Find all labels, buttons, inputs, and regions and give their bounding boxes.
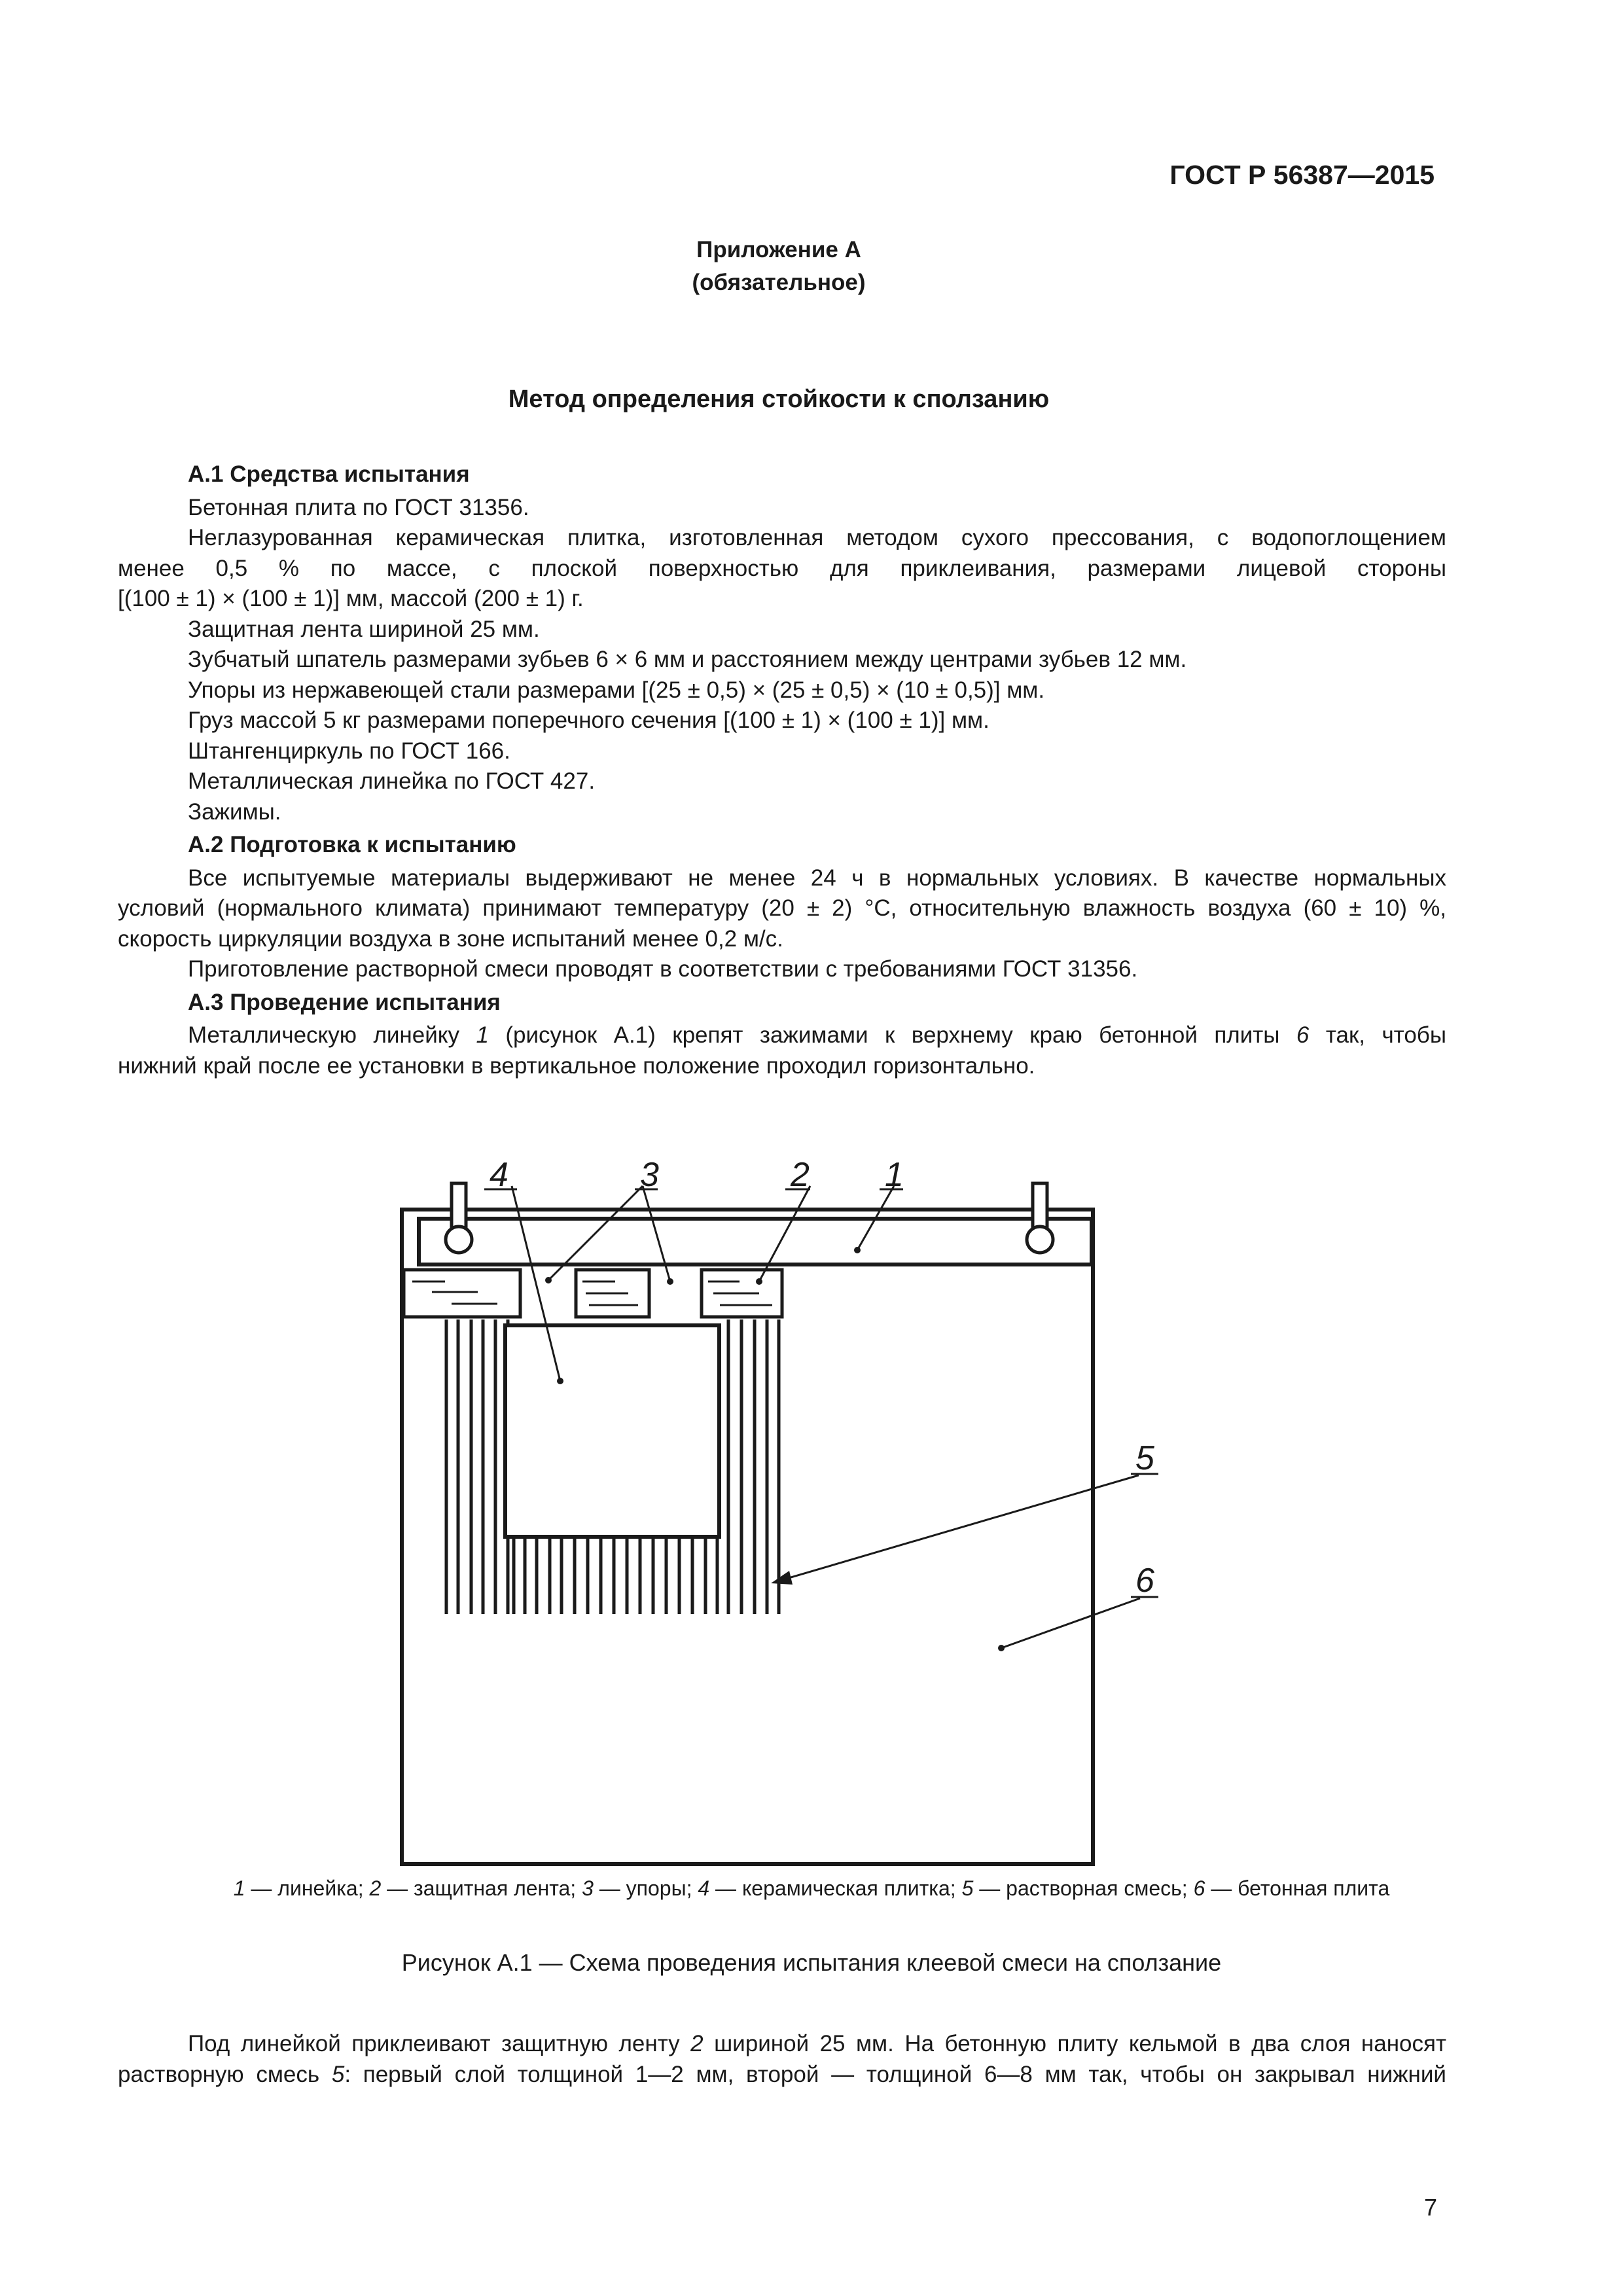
a1-paragraph: Зажимы. bbox=[188, 798, 281, 825]
stop-left bbox=[404, 1270, 520, 1317]
legend-text: — линейка; bbox=[245, 1876, 370, 1900]
section-title: Метод определения стойкости к сползанию bbox=[508, 386, 1050, 413]
label-2: 2 bbox=[791, 1156, 810, 1194]
clamp-left-head bbox=[446, 1227, 472, 1253]
legend-number: 1 bbox=[233, 1876, 245, 1900]
reference-mark: 6 bbox=[1296, 1022, 1310, 1048]
a1-paragraph: Бетонная плита по ГОСТ 31356. bbox=[188, 494, 529, 520]
a1-heading: А.1 Средства испытания bbox=[188, 461, 470, 487]
a1-paragraph: Зубчатый шпатель размерами зубьев 6 × 6 мм и расстоянием между центрами зубьев 12 мм. bbox=[188, 647, 1187, 672]
legend-text: — бетонная плита bbox=[1205, 1876, 1390, 1900]
figure-legend bbox=[118, 1876, 1505, 1901]
text-run: Металлическую линейку bbox=[188, 1022, 476, 1048]
a1-paragraph: Штангенциркуль по ГОСТ 166. bbox=[188, 738, 510, 764]
legend-text: — керамическая плитка; bbox=[709, 1876, 962, 1900]
a1-paragraph: менее 0,5 % по массе, с плоской поверхностью для приклеивания, размерами лицевой стороны bbox=[118, 555, 1446, 581]
reference-mark: 1 bbox=[476, 1022, 489, 1048]
a3-heading: А.3 Проведение испытания bbox=[188, 989, 501, 1015]
standard-number: ГОСТ Р 56387—2015 bbox=[1169, 160, 1435, 190]
a1-paragraph: Защитная лента шириной 25 мм. bbox=[188, 616, 540, 642]
a2-paragraph: Все испытуемые материалы выдерживают не менее 24 ч в нормальных условиях. В качестве нормальных bbox=[188, 865, 1446, 891]
a2-heading: А.2 Подготовка к испытанию bbox=[188, 832, 516, 857]
a1-paragraph: Металлическая линейка по ГОСТ 427. bbox=[188, 768, 596, 794]
a1-paragraph: [(100 ± 1) × (100 ± 1)] мм, массой (200 ± 1) г. bbox=[118, 586, 584, 611]
legend-number: 6 bbox=[1193, 1876, 1205, 1900]
ruler bbox=[419, 1219, 1092, 1265]
legend-text: — защитная лента; bbox=[381, 1876, 582, 1900]
label-4: 4 bbox=[490, 1156, 508, 1194]
label-6: 6 bbox=[1135, 1562, 1154, 1600]
protective-tape-marks bbox=[412, 1282, 772, 1305]
label-1: 1 bbox=[885, 1156, 904, 1194]
legend-number: 4 bbox=[698, 1876, 710, 1900]
legend-number: 3 bbox=[582, 1876, 594, 1900]
clamp-right-stem bbox=[1033, 1183, 1047, 1229]
annex-status: (обязательное) bbox=[692, 270, 866, 295]
arrow-head bbox=[771, 1571, 793, 1585]
a2-paragraph: условий (нормального климата) принимают температуру (20 ± 2) °С, относительную влажность воздуха (60 ± 10) %, bbox=[118, 895, 1446, 921]
text-run: Под линейкой приклеивают защитную ленту bbox=[188, 2031, 691, 2056]
legend-number: 5 bbox=[961, 1876, 974, 1900]
page-number: 7 bbox=[1423, 2194, 1437, 2221]
reference-mark: 2 bbox=[690, 2031, 704, 2056]
reference-mark: 5 bbox=[331, 2061, 345, 2087]
a1-paragraph: Груз массой 5 кг размерами поперечного сечения [(100 ± 1) × (100 ± 1)] мм. bbox=[188, 708, 990, 733]
label-3: 3 bbox=[640, 1156, 659, 1194]
a1-paragraph: Упоры из нержавеющей стали размерами [(25 ± 0,5) × (25 ± 0,5) × (10 ± 0,5)] мм. bbox=[188, 677, 1045, 703]
clamp-left-stem bbox=[452, 1183, 466, 1229]
ceramic-tile bbox=[505, 1325, 719, 1537]
figure-caption: Рисунок А.1 — Схема проведения испытания клеевой смеси на сползание bbox=[401, 1949, 1222, 1976]
text-run: растворную смесь bbox=[118, 2061, 332, 2087]
body-text-continued bbox=[118, 2029, 1446, 2090]
text-run: (рисунок А.1) крепят зажимами к верхнему краю бетонной плиты bbox=[488, 1022, 1296, 1048]
annex-title: Приложение А bbox=[696, 237, 861, 262]
a2-paragraph: скорость циркуляции воздуха в зоне испытаний менее 0,2 м/с. bbox=[118, 925, 783, 952]
text-run: шириной 25 мм. На бетонную плиту кельмой в два слоя наносят bbox=[703, 2031, 1446, 2056]
text-run: : первый слой толщиной 1—2 мм, второй — толщиной 6—8 мм так, чтобы он закрывал нижний bbox=[344, 2061, 1446, 2087]
legend-text: — растворная смесь; bbox=[973, 1876, 1194, 1900]
text-run: так, чтобы bbox=[1309, 1022, 1446, 1048]
a3-paragraph: нижний край после ее установки в вертикальное положение проходил горизонтально. bbox=[118, 1052, 1035, 1079]
a2-paragraph: Приготовление растворной смеси проводят в соответствии с требованиями ГОСТ 31356. bbox=[188, 956, 1138, 982]
a1-paragraph: Неглазурованная керамическая плитка, изготовленная методом сухого прессования, с водопоглощением bbox=[188, 525, 1446, 550]
paragraph bbox=[118, 2060, 1446, 2090]
clamp-right-head bbox=[1027, 1227, 1053, 1253]
legend-number: 2 bbox=[369, 1876, 382, 1900]
legend-text: — упоры; bbox=[593, 1876, 698, 1900]
paragraph bbox=[118, 2029, 1446, 2060]
label-5: 5 bbox=[1135, 1439, 1154, 1477]
